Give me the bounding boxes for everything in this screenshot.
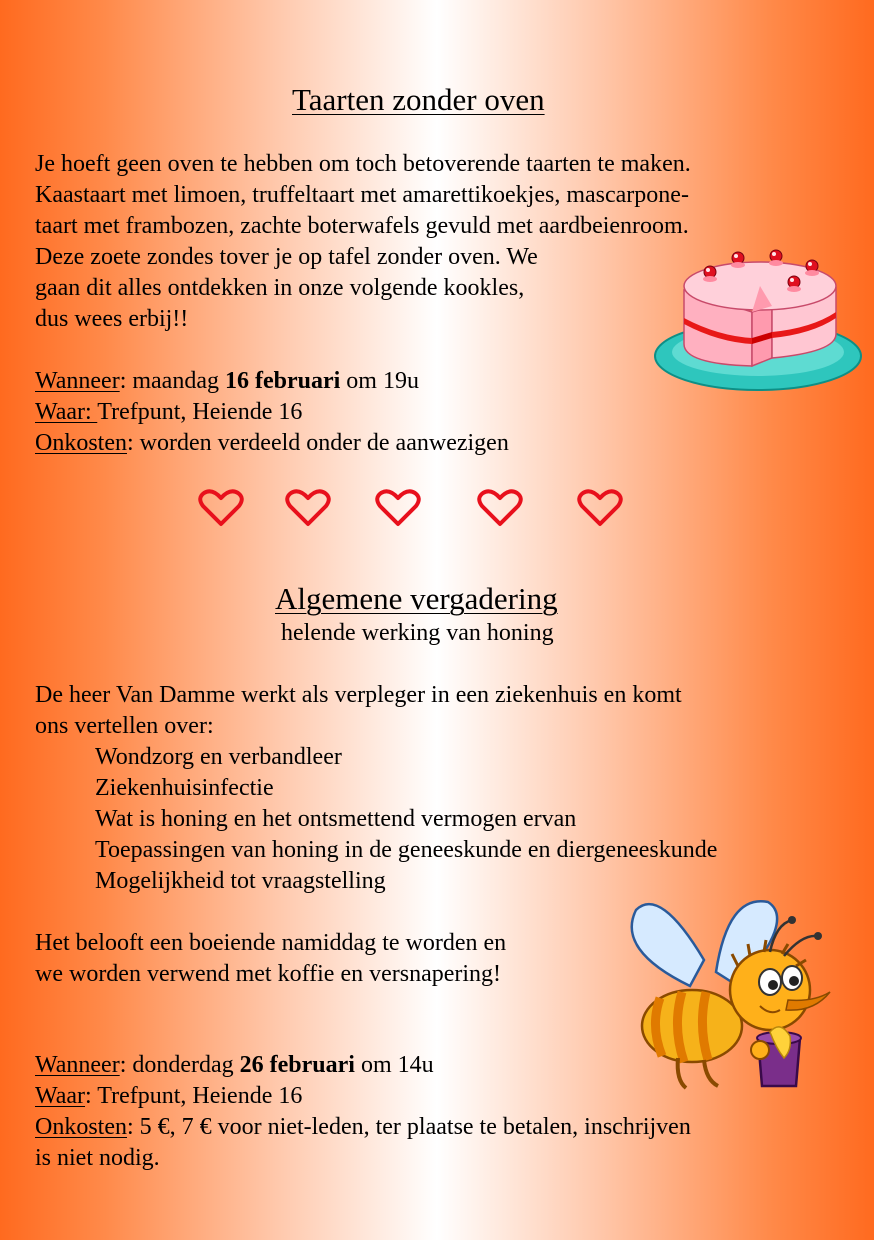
where-value: : Trefpunt, Heiende 16: [85, 1083, 303, 1109]
heart-icon: [285, 488, 331, 528]
when-pre: : donderdag: [119, 1052, 240, 1078]
section1-line-1: Je hoeft geen oven te hebben om toch betoverende taarten te maken.: [35, 151, 691, 177]
section2-where: [35, 1081, 302, 1112]
section1-line-3: taart met frambozen, zachte boterwafels gevuld met aardbeienroom.: [35, 213, 689, 239]
section1-line-2: Kaastaart met limoen, truffeltaart met amarettikoekjes, mascarpone-: [35, 182, 689, 208]
where-label: Waar: [35, 1083, 86, 1109]
section2-closing-2: we worden verwend met koffie en versnapering!: [35, 961, 502, 987]
section1-title: Taarten zonder oven: [292, 82, 545, 117]
when-post: om 19u: [340, 368, 419, 394]
topic-item: Mogelijkheid tot vraagstelling: [95, 868, 386, 894]
topic-item: Toepassingen van honing in de geneeskunde en diergeneeskunde: [95, 837, 718, 863]
heart-icon: [375, 488, 421, 528]
section1-line-5: gaan dit alles ontdekken in onze volgende kookles,: [35, 275, 525, 301]
section2-title: Algemene vergadering: [275, 581, 558, 616]
section2-cost-continued: is niet nodig.: [35, 1145, 160, 1171]
cost-value: : 5 €, 7 € voor niet-leden, ter plaatse te betalen, inschrijven: [127, 1114, 691, 1140]
section2-intro-1: De heer Van Damme werkt als verpleger in een ziekenhuis en komt: [35, 682, 682, 708]
bee-illustration: [620, 890, 832, 1100]
when-date: 26 februari: [239, 1052, 355, 1078]
cake-illustration: [652, 248, 864, 398]
section2-cost: [35, 1112, 691, 1143]
where-value: Trefpunt, Heiende 16: [97, 399, 303, 425]
when-pre: : maandag: [119, 368, 225, 394]
section1-line-6: dus wees erbij!!: [35, 306, 189, 332]
topic-item: Wat is honing en het ontsmettend vermogen ervan: [95, 806, 577, 832]
when-date: 16 februari: [224, 368, 341, 394]
when-post: om 14u: [354, 1052, 434, 1078]
when-label: Wanneer: [35, 368, 120, 394]
when-label: Wanneer: [35, 1052, 120, 1078]
section1-where: [35, 397, 302, 428]
cost-label: Onkosten: [35, 1114, 127, 1140]
topic-item: Wondzorg en verbandleer: [95, 744, 342, 770]
heart-icon: [198, 488, 244, 528]
section2-subtitle: helende werking van honing: [281, 620, 554, 646]
cost-value: : worden verdeeld onder de aanwezigen: [127, 430, 509, 456]
heart-icon: [477, 488, 523, 528]
cost-label: Onkosten: [35, 430, 127, 456]
where-label: Waar:: [35, 399, 98, 425]
section1-line-4: Deze zoete zondes tover je op tafel zonder oven. We: [35, 244, 538, 270]
topic-item: Ziekenhuisinfectie: [95, 775, 274, 801]
section1-cost: [35, 428, 509, 459]
section2-closing-1: Het belooft een boeiende namiddag te worden en: [35, 930, 507, 956]
section2-when: [35, 1050, 434, 1081]
section1-when: [35, 366, 419, 397]
section2-intro-2: ons vertellen over:: [35, 713, 214, 739]
heart-icon: [577, 488, 623, 528]
